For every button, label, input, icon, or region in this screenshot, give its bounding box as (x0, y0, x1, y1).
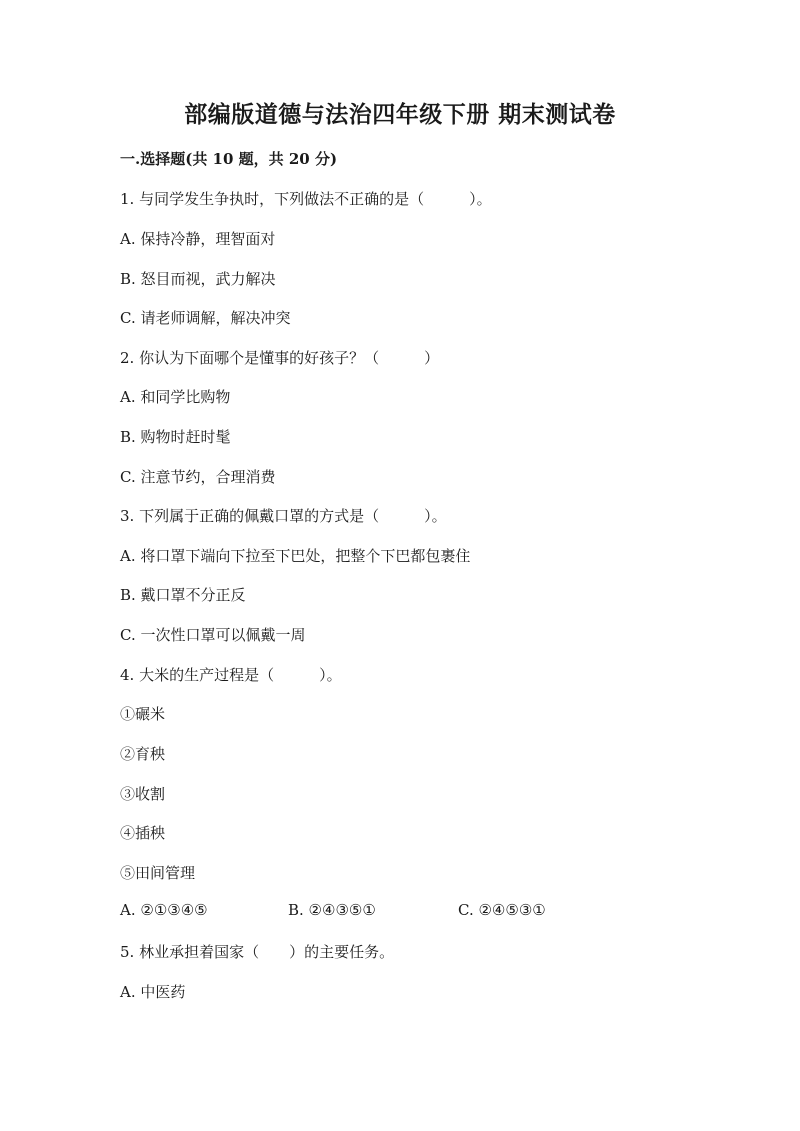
question-1-option-b: B. 怒目而视，武力解决 (120, 270, 276, 288)
question-4-option-b: B. ②④③⑤① (288, 901, 376, 919)
question-4-step: ③收割 (120, 785, 166, 803)
question-2-option-c: C. 注意节约，合理消费 (120, 468, 276, 486)
question-5-stem: 5. 林业承担着国家（ ）的主要任务。 (120, 943, 395, 961)
question-5-option-a: A. 中医药 (120, 983, 186, 1001)
question-2-option-b: B. 购物时赶时髦 (120, 428, 231, 446)
question-3-option-a: A. 将口罩下端向下拉至下巴处，把整个下巴都包裹住 (120, 547, 471, 565)
section-heading: 一.选择题(共 10 题，共 20 分) (120, 150, 338, 168)
question-4-option-c: C. ②④⑤③① (458, 901, 546, 919)
question-4-step: ②育秧 (120, 745, 166, 763)
question-4-options (120, 901, 680, 923)
question-1-option-a: A. 保持冷静，理智面对 (120, 230, 276, 248)
question-2-stem: 2. 你认为下面哪个是懂事的好孩子？（ ） (120, 349, 440, 367)
question-1-option-c: C. 请老师调解，解决冲突 (120, 309, 291, 327)
question-1-stem: 1. 与同学发生争执时，下列做法不正确的是（ ）。 (120, 190, 492, 208)
page-title: 部编版道德与法治四年级下册 期末测试卷 (184, 101, 616, 128)
question-3-stem: 3. 下列属于正确的佩戴口罩的方式是（ ）。 (120, 507, 447, 525)
question-4-step: ⑤田间管理 (120, 864, 196, 882)
question-4-option-a: A. ②①③④⑤ (120, 901, 208, 919)
question-3-option-c: C. 一次性口罩可以佩戴一周 (120, 626, 306, 644)
question-4-stem: 4. 大米的生产过程是（ ）。 (120, 666, 342, 684)
question-4-step: ①碾米 (120, 705, 166, 723)
question-4-step: ④插秧 (120, 824, 166, 842)
question-3-option-b: B. 戴口罩不分正反 (120, 586, 246, 604)
question-2-option-a: A. 和同学比购物 (120, 388, 231, 406)
